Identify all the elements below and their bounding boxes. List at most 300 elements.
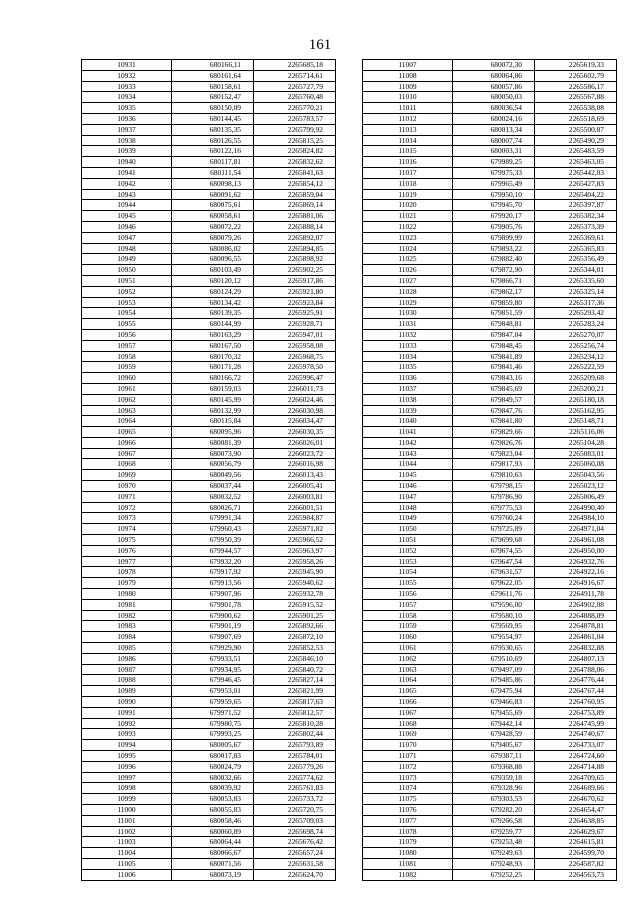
point-number-cell: 11077 [363,815,453,826]
y-coordinate-cell: 2264745,99 [535,718,617,729]
point-number-cell: 11024 [363,243,453,254]
table-row [363,81,617,92]
table-row [363,351,617,362]
table-row [363,243,617,254]
y-coordinate-cell: 2264878,81 [535,621,617,632]
y-coordinate-cell: 2264832,88 [535,643,617,654]
x-coordinate-cell: 680124,29 [172,286,254,297]
point-number-cell: 11005 [82,858,172,869]
table-row [82,513,336,524]
y-coordinate-cell: 2264587,82 [535,858,617,869]
table-row [363,675,617,686]
table-row [363,858,617,869]
table-row [82,254,336,265]
point-number-cell: 10994 [82,740,172,751]
table-row [82,556,336,567]
y-coordinate-cell: 2265631,58 [254,858,336,869]
point-number-cell: 11036 [363,373,453,384]
y-coordinate-cell: 2264689,66 [535,783,617,794]
point-number-cell: 10973 [82,513,172,524]
y-coordinate-cell: 2265023,12 [535,481,617,492]
point-number-cell: 11076 [363,804,453,815]
y-coordinate-cell: 2265538,08 [535,103,617,114]
x-coordinate-cell: 679798,15 [453,481,535,492]
x-coordinate-cell: 679907,96 [172,589,254,600]
y-coordinate-cell: 2264760,95 [535,697,617,708]
point-number-cell: 11067 [363,707,453,718]
table-row [82,124,336,135]
x-coordinate-cell: 680134,42 [172,297,254,308]
x-coordinate-cell: 680103,49 [172,265,254,276]
table-row [363,578,617,589]
y-coordinate-cell: 2265917,86 [254,275,336,286]
point-number-cell: 10961 [82,383,172,394]
y-coordinate-cell: 2264888,09 [535,610,617,621]
y-coordinate-cell: 2264950,00 [535,545,617,556]
table-row [82,470,336,481]
point-number-cell: 11006 [82,869,172,880]
x-coordinate-cell: 679933,51 [172,653,254,664]
x-coordinate-cell: 679442,14 [453,718,535,729]
table-row [363,427,617,438]
x-coordinate-cell: 679960,43 [172,524,254,535]
y-coordinate-cell: 2265335,60 [535,275,617,286]
table-row [363,124,617,135]
table-row [82,664,336,675]
y-coordinate-cell: 2265921,80 [254,286,336,297]
y-coordinate-cell: 2265317,36 [535,297,617,308]
table-row [82,491,336,502]
x-coordinate-cell: 679993,25 [172,729,254,740]
y-coordinate-cell: 2266016,98 [254,459,336,470]
y-coordinate-cell: 2264861,04 [535,632,617,643]
point-number-cell: 10942 [82,178,172,189]
x-coordinate-cell: 680120,12 [172,275,254,286]
y-coordinate-cell: 2265898,92 [254,254,336,265]
x-coordinate-cell: 679950,39 [172,535,254,546]
x-coordinate-cell: 679266,58 [453,815,535,826]
table-row [363,632,617,643]
table-row [363,437,617,448]
point-number-cell: 11025 [363,254,453,265]
point-number-cell: 11032 [363,329,453,340]
x-coordinate-cell: 680096,55 [172,254,254,265]
x-coordinate-cell: 680013,34 [453,124,535,135]
point-number-cell: 10998 [82,783,172,794]
point-number-cell: 11016 [363,157,453,168]
point-number-cell: 11063 [363,664,453,675]
point-number-cell: 11038 [363,394,453,405]
x-coordinate-cell: 680163,29 [172,329,254,340]
point-number-cell: 11059 [363,621,453,632]
point-number-cell: 10939 [82,146,172,157]
x-coordinate-cell: 680126,55 [172,135,254,146]
coordinates-table-right-body [363,60,617,881]
point-number-cell: 10974 [82,524,172,535]
x-coordinate-cell: 679959,65 [172,697,254,708]
point-number-cell: 10991 [82,707,172,718]
y-coordinate-cell: 2265060,08 [535,459,617,470]
table-row [363,103,617,114]
y-coordinate-cell: 2265500,87 [535,124,617,135]
table-row [363,772,617,783]
y-coordinate-cell: 2265325,14 [535,286,617,297]
point-number-cell: 11070 [363,740,453,751]
table-row [363,513,617,524]
x-coordinate-cell: 680032,52 [172,491,254,502]
x-coordinate-cell: 679901,19 [172,621,254,632]
point-number-cell: 11031 [363,319,453,330]
x-coordinate-cell: 679510,69 [453,653,535,664]
y-coordinate-cell: 2265463,05 [535,157,617,168]
table-row [82,60,336,71]
y-coordinate-cell: 2266005,41 [254,481,336,492]
y-coordinate-cell: 2265802,44 [254,729,336,740]
x-coordinate-cell: 679359,18 [453,772,535,783]
point-number-cell: 10984 [82,632,172,643]
x-coordinate-cell: 679611,76 [453,589,535,600]
x-coordinate-cell: 680170,32 [172,351,254,362]
table-row [363,459,617,470]
point-number-cell: 10944 [82,200,172,211]
x-coordinate-cell: 680053,83 [172,794,254,805]
x-coordinate-cell: 680032,66 [172,772,254,783]
x-coordinate-cell: 679893,22 [453,243,535,254]
point-number-cell: 11017 [363,167,453,178]
point-number-cell: 11013 [363,124,453,135]
y-coordinate-cell: 2264733,07 [535,740,617,751]
x-coordinate-cell: 679596,00 [453,599,535,610]
point-number-cell: 11020 [363,200,453,211]
y-coordinate-cell: 2265116,06 [535,427,617,438]
table-row [82,535,336,546]
y-coordinate-cell: 2265881,06 [254,211,336,222]
y-coordinate-cell: 2266001,51 [254,502,336,513]
y-coordinate-cell: 2265685,18 [254,60,336,71]
x-coordinate-cell: 680066,67 [172,848,254,859]
y-coordinate-cell: 2265774,62 [254,772,336,783]
y-coordinate-cell: 2265162,95 [535,405,617,416]
table-row [363,837,617,848]
table-row [82,761,336,772]
table-row [363,135,617,146]
point-number-cell: 11046 [363,481,453,492]
y-coordinate-cell: 2264709,65 [535,772,617,783]
x-coordinate-cell: 680036,54 [453,103,535,114]
table-row [363,340,617,351]
table-row [363,329,617,340]
y-coordinate-cell: 2264788,06 [535,664,617,675]
y-coordinate-cell: 2265793,89 [254,740,336,751]
table-row [363,556,617,567]
point-number-cell: 10958 [82,351,172,362]
table-row [82,394,336,405]
y-coordinate-cell: 2265356,49 [535,254,617,265]
x-coordinate-cell: 679920,17 [453,211,535,222]
point-number-cell: 10943 [82,189,172,200]
point-number-cell: 11007 [363,60,453,71]
table-row [82,621,336,632]
coordinates-table-right [362,59,617,881]
y-coordinate-cell: 2265925,91 [254,308,336,319]
y-coordinate-cell: 2265624,70 [254,869,336,880]
table-row [82,707,336,718]
table-row [82,589,336,600]
y-coordinate-cell: 2265586,17 [535,81,617,92]
table-row [82,308,336,319]
table-row [363,848,617,859]
point-number-cell: 10968 [82,459,172,470]
point-number-cell: 10969 [82,470,172,481]
table-row [82,351,336,362]
y-coordinate-cell: 2265720,75 [254,804,336,815]
point-number-cell: 11022 [363,221,453,232]
y-coordinate-cell: 2264984,10 [535,513,617,524]
table-row [82,599,336,610]
table-row [363,470,617,481]
table-row [82,200,336,211]
x-coordinate-cell: 679466,83 [453,697,535,708]
x-coordinate-cell: 680081,39 [172,437,254,448]
point-number-cell: 11064 [363,675,453,686]
x-coordinate-cell: 679760,24 [453,513,535,524]
point-number-cell: 10996 [82,761,172,772]
x-coordinate-cell: 679913,56 [172,578,254,589]
table-row [82,189,336,200]
point-number-cell: 10957 [82,340,172,351]
x-coordinate-cell: 679248,93 [453,858,535,869]
point-number-cell: 11056 [363,589,453,600]
x-coordinate-cell: 680017,83 [172,751,254,762]
x-coordinate-cell: 680095,96 [172,427,254,438]
table-row [363,275,617,286]
x-coordinate-cell: 680049,56 [172,470,254,481]
table-row [363,491,617,502]
x-coordinate-cell: 680145,99 [172,394,254,405]
table-row [82,610,336,621]
point-number-cell: 11054 [363,567,453,578]
point-number-cell: 10990 [82,697,172,708]
point-number-cell: 11053 [363,556,453,567]
point-number-cell: 11068 [363,718,453,729]
y-coordinate-cell: 2264599,70 [535,848,617,859]
point-number-cell: 10937 [82,124,172,135]
x-coordinate-cell: 679455,69 [453,707,535,718]
point-number-cell: 10966 [82,437,172,448]
table-row [363,232,617,243]
x-coordinate-cell: 679387,11 [453,751,535,762]
point-number-cell: 11081 [363,858,453,869]
x-coordinate-cell: 680024,79 [172,761,254,772]
y-coordinate-cell: 2265006,49 [535,491,617,502]
x-coordinate-cell: 680135,35 [172,124,254,135]
point-number-cell: 11010 [363,92,453,103]
x-coordinate-cell: 679328,96 [453,783,535,794]
x-coordinate-cell: 680079,26 [172,232,254,243]
point-number-cell: 10986 [82,653,172,664]
point-number-cell: 10936 [82,113,172,124]
x-coordinate-cell: 679530,65 [453,643,535,654]
point-number-cell: 11000 [82,804,172,815]
x-coordinate-cell: 680060,89 [172,826,254,837]
y-coordinate-cell: 2265812,57 [254,707,336,718]
x-coordinate-cell: 679980,75 [172,718,254,729]
table-row [82,545,336,556]
table-row [82,794,336,805]
x-coordinate-cell: 679847,04 [453,329,535,340]
x-coordinate-cell: 680073,19 [172,869,254,880]
y-coordinate-cell: 2265915,52 [254,599,336,610]
x-coordinate-cell: 679866,71 [453,275,535,286]
y-coordinate-cell: 2265727,79 [254,81,336,92]
point-number-cell: 11058 [363,610,453,621]
table-row [82,459,336,470]
point-number-cell: 11079 [363,837,453,848]
y-coordinate-cell: 2265841,63 [254,167,336,178]
x-coordinate-cell: 680073,90 [172,448,254,459]
point-number-cell: 10956 [82,329,172,340]
x-coordinate-cell: 679932,20 [172,556,254,567]
table-row [82,729,336,740]
x-coordinate-cell: 679845,69 [453,383,535,394]
x-coordinate-cell: 679497,09 [453,664,535,675]
y-coordinate-cell: 2264615,81 [535,837,617,848]
table-row [82,178,336,189]
point-number-cell: 11042 [363,437,453,448]
y-coordinate-cell: 2265200,21 [535,383,617,394]
table-row [363,610,617,621]
table-row [363,826,617,837]
x-coordinate-cell: 680037,44 [172,481,254,492]
x-coordinate-cell: 679989,25 [453,157,535,168]
x-coordinate-cell: 679647,54 [453,556,535,567]
y-coordinate-cell: 2265840,72 [254,664,336,675]
y-coordinate-cell: 2265619,33 [535,60,617,71]
point-number-cell: 10949 [82,254,172,265]
x-coordinate-cell: 680111,54 [172,167,254,178]
y-coordinate-cell: 2265940,62 [254,578,336,589]
table-row [363,178,617,189]
table-row [363,740,617,751]
x-coordinate-cell: 679775,53 [453,502,535,513]
x-coordinate-cell: 679252,25 [453,869,535,880]
point-number-cell: 11066 [363,697,453,708]
table-row [363,221,617,232]
y-coordinate-cell: 2265783,57 [254,113,336,124]
y-coordinate-cell: 2265928,71 [254,319,336,330]
point-number-cell: 11030 [363,308,453,319]
point-number-cell: 10951 [82,275,172,286]
point-number-cell: 10948 [82,243,172,254]
x-coordinate-cell: 680132,99 [172,405,254,416]
y-coordinate-cell: 2265373,39 [535,221,617,232]
y-coordinate-cell: 2266013,43 [254,470,336,481]
table-row [363,448,617,459]
point-number-cell: 10946 [82,221,172,232]
y-coordinate-cell: 2264654,47 [535,804,617,815]
x-coordinate-cell: 680144,45 [172,113,254,124]
x-coordinate-cell: 679953,01 [172,686,254,697]
point-number-cell: 10934 [82,92,172,103]
point-number-cell: 11039 [363,405,453,416]
y-coordinate-cell: 2265799,92 [254,124,336,135]
point-number-cell: 10947 [82,232,172,243]
table-row [82,869,336,880]
table-row [363,589,617,600]
point-number-cell: 11062 [363,653,453,664]
y-coordinate-cell: 2265827,14 [254,675,336,686]
x-coordinate-cell: 680159,03 [172,383,254,394]
x-coordinate-cell: 679851,59 [453,308,535,319]
table-row [363,815,617,826]
coordinates-table-left [81,59,336,881]
point-number-cell: 10997 [82,772,172,783]
table-row [363,157,617,168]
point-number-cell: 11078 [363,826,453,837]
table-row [82,416,336,427]
y-coordinate-cell: 2265490,29 [535,135,617,146]
x-coordinate-cell: 679945,70 [453,200,535,211]
y-coordinate-cell: 2265761,83 [254,783,336,794]
point-number-cell: 11052 [363,545,453,556]
y-coordinate-cell: 2265083,01 [535,448,617,459]
x-coordinate-cell: 680167,50 [172,340,254,351]
y-coordinate-cell: 2265222,59 [535,362,617,373]
y-coordinate-cell: 2266023,72 [254,448,336,459]
y-coordinate-cell: 2265784,01 [254,751,336,762]
y-coordinate-cell: 2265293,42 [535,308,617,319]
x-coordinate-cell: 679991,34 [172,513,254,524]
y-coordinate-cell: 2265518,69 [535,113,617,124]
x-coordinate-cell: 680024,16 [453,113,535,124]
y-coordinate-cell: 2264563,73 [535,869,617,880]
table-row [363,254,617,265]
point-number-cell: 10993 [82,729,172,740]
table-row [82,848,336,859]
x-coordinate-cell: 680150,09 [172,103,254,114]
y-coordinate-cell: 2264740,67 [535,729,617,740]
x-coordinate-cell: 680050,03 [453,92,535,103]
point-number-cell: 10960 [82,373,172,384]
x-coordinate-cell: 680166,11 [172,60,254,71]
table-row [82,275,336,286]
y-coordinate-cell: 2265832,62 [254,157,336,168]
y-coordinate-cell: 2265344,01 [535,265,617,276]
x-coordinate-cell: 680098,13 [172,178,254,189]
point-number-cell: 11080 [363,848,453,859]
x-coordinate-cell: 679882,40 [453,254,535,265]
x-coordinate-cell: 679817,93 [453,459,535,470]
x-coordinate-cell: 679259,77 [453,826,535,837]
y-coordinate-cell: 2264922,16 [535,567,617,578]
table-row [363,751,617,762]
table-row [82,405,336,416]
y-coordinate-cell: 2265892,66 [254,621,336,632]
table-row [82,232,336,243]
point-number-cell: 10940 [82,157,172,168]
table-row [363,804,617,815]
table-row [82,265,336,276]
table-row [82,437,336,448]
x-coordinate-cell: 679699,68 [453,535,535,546]
y-coordinate-cell: 2265382,34 [535,211,617,222]
x-coordinate-cell: 679965,49 [453,178,535,189]
point-number-cell: 11021 [363,211,453,222]
y-coordinate-cell: 2265760,48 [254,92,336,103]
table-row [363,189,617,200]
point-number-cell: 11029 [363,297,453,308]
point-number-cell: 10935 [82,103,172,114]
